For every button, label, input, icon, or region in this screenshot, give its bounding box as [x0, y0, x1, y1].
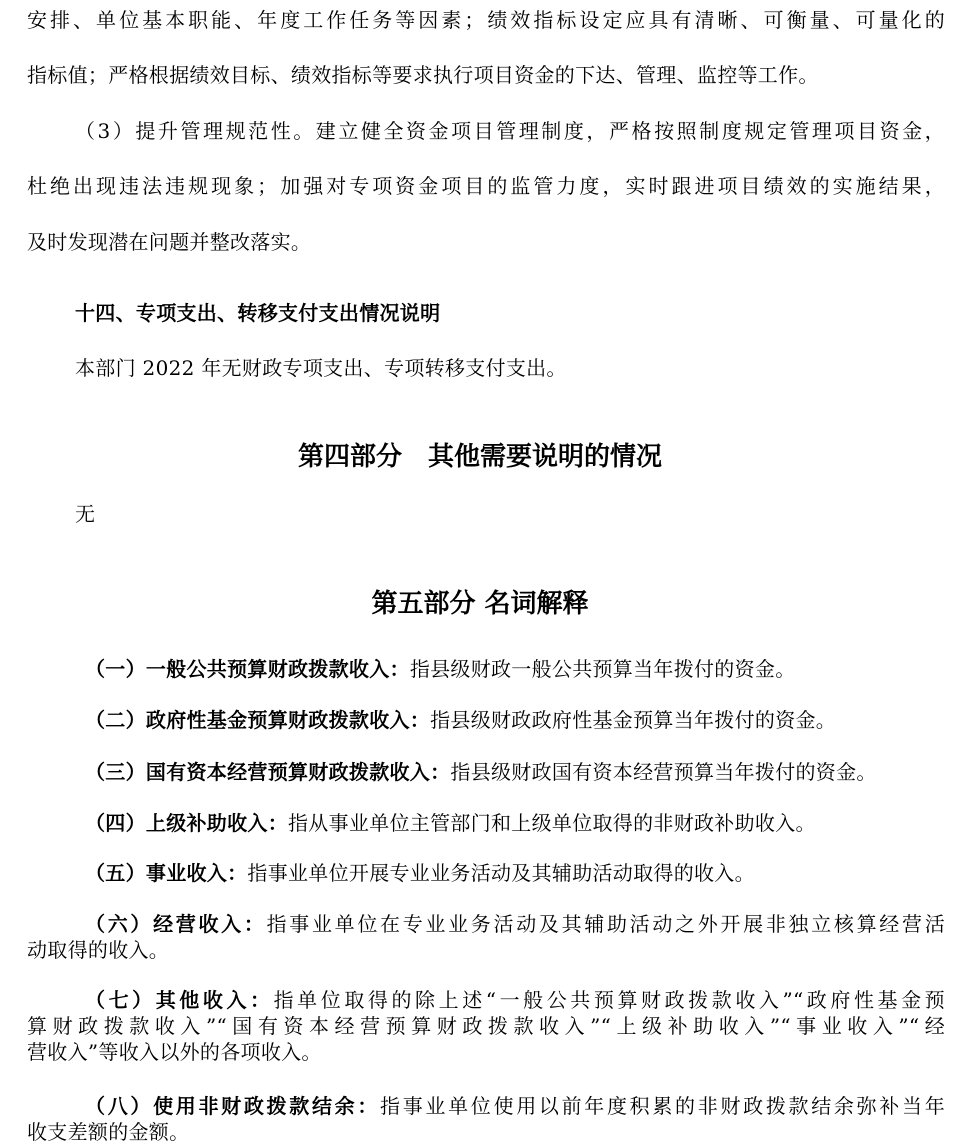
- definition-item: [85, 759, 945, 785]
- definition-item: [85, 1093, 945, 1119]
- definition-text: 指县级财政国有资本经营预算当年拨付的资金。: [450, 760, 877, 784]
- definition-continuation: 收支差额的金额。: [27, 1120, 190, 1144]
- definition-text: 指从事业单位主管部门和上级单位取得的非财政补助收入。: [288, 811, 816, 835]
- paragraph-line: 安排、单位基本职能、年度工作任务等因素；绩效指标设定应具有清晰、可衡量、可量化的: [27, 8, 945, 32]
- definition-item: [85, 707, 945, 733]
- definition-term: （八）使用非财政拨款结余：: [85, 1094, 381, 1118]
- part-title: 第四部分 其他需要说明的情况: [297, 442, 662, 472]
- definition-text: 指县级财政政府性基金预算当年拨付的资金。: [430, 708, 837, 732]
- definition-item: [85, 911, 945, 937]
- definition-term: （四）上级补助收入：: [85, 811, 288, 835]
- definition-item: [85, 810, 945, 836]
- part-title: 第五部分 名词解释: [371, 589, 589, 619]
- definition-text: 指事业单位使用以前年度积累的非财政拨款结余弥补当年: [380, 1094, 945, 1118]
- definition-continuation: 算财政拨款收入”“国有资本经营预算财政拨款收入”“上级补助收入”“事业收入”“经: [27, 1014, 945, 1038]
- definition-item: [85, 656, 945, 682]
- definition-text: 指事业单位开展专业业务活动及其辅助活动取得的收入。: [247, 861, 755, 885]
- definition-text: 指县级财政一般公共预算当年拨付的资金。: [409, 657, 796, 681]
- paragraph-line: 无: [75, 502, 96, 526]
- definition-term: （五）事业收入：: [85, 861, 248, 885]
- definition-term: （一）一般公共预算财政拨款收入：: [85, 657, 410, 681]
- paragraph-line: （3）提升管理规范性。建立健全资金项目管理制度，严格按照制度规定管理项目资金，: [75, 119, 945, 143]
- definition-item: [85, 987, 945, 1013]
- definition-item: [85, 860, 945, 886]
- definition-text: 指事业单位在专业业务活动及其辅助活动之外开展非独立核算经营活: [266, 912, 945, 936]
- definition-term: （三）国有资本经营预算财政拨款收入：: [85, 760, 451, 784]
- definition-continuation: 动取得的收入。: [27, 938, 170, 962]
- paragraph-line: 本部门 2022 年无财政专项支出、专项转移支付支出。: [75, 356, 567, 380]
- section-heading: 十四、专项支出、转移支付支出情况说明: [75, 301, 441, 325]
- definition-text: 指单位取得的除上述“一般公共预算财政拨款收入”“政府性基金预: [273, 988, 945, 1012]
- definition-term: （二）政府性基金预算财政拨款收入：: [85, 708, 431, 732]
- paragraph-line: 指标值；严格根据绩效目标、绩效指标等要求执行项目资金的下达、管理、监控等工作。: [27, 63, 819, 87]
- paragraph-line: 杜绝出现违法违规现象；加强对专项资金项目的监管力度，实时跟进项目绩效的实施结果，: [27, 174, 945, 198]
- definition-term: （六）经营收入：: [85, 912, 267, 936]
- definition-term: （七）其他收入：: [85, 988, 274, 1012]
- definition-continuation: 营收入”等收入以外的各项收入。: [27, 1040, 322, 1064]
- paragraph-line: 及时发现潜在问题并整改落实。: [27, 230, 312, 254]
